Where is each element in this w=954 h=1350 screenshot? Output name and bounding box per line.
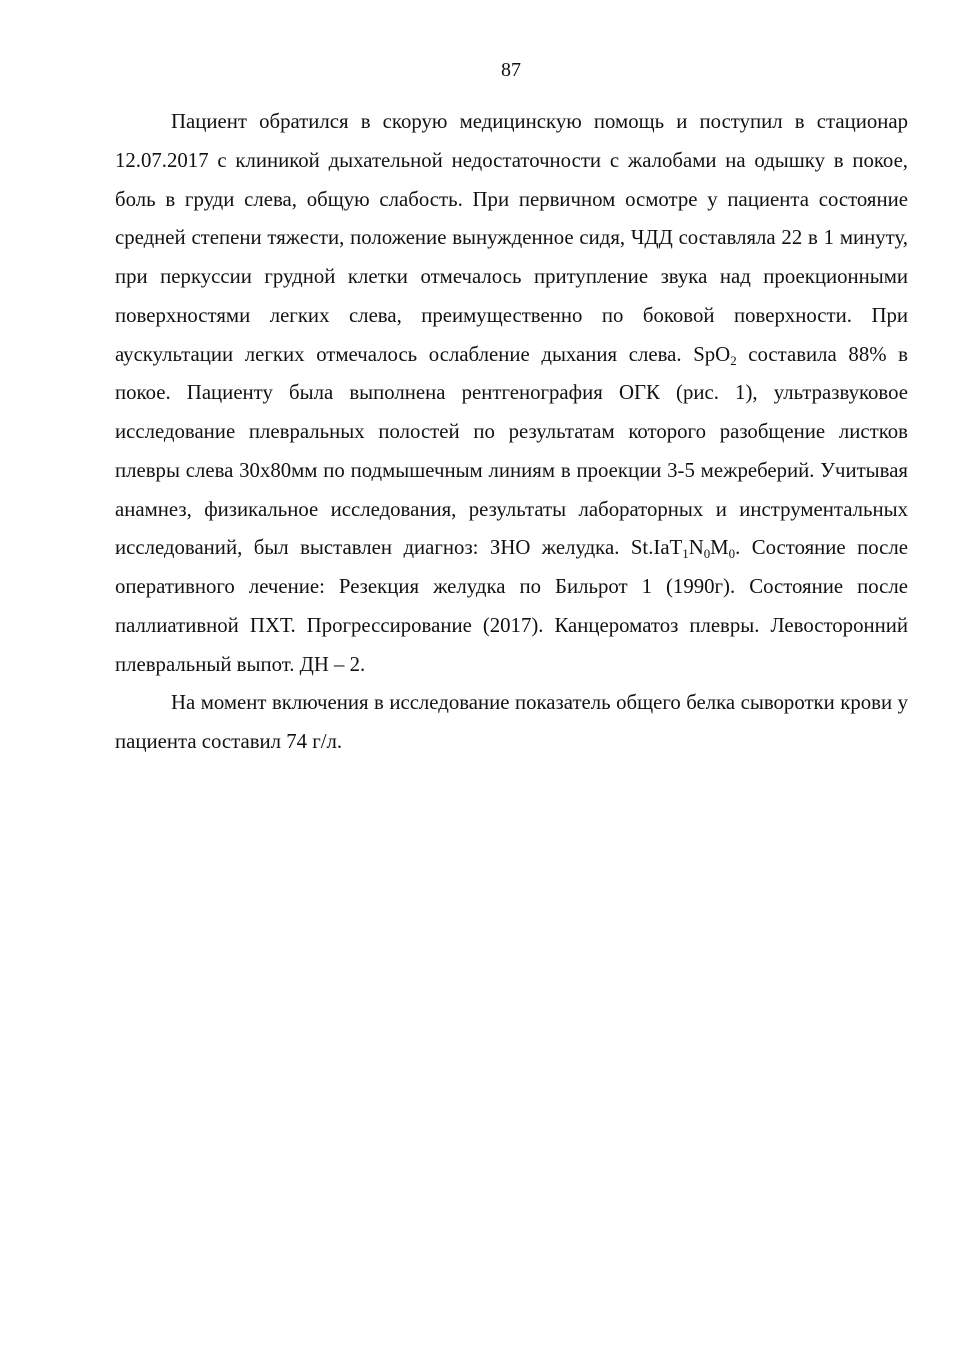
tnm-stage: St.IaT xyxy=(630,536,683,560)
text-run: . Состояние после оперативного лечение: Резекция желудка по Бильрот 1 (1990г). Состояние после паллиативной ПХТ. Прогрессирование (2017). Канцероматоз плевры. Левосторонний плевральный выпот. ДН – 2. xyxy=(115,536,908,676)
tnm-n: N xyxy=(688,536,704,560)
spo2-label: SpO xyxy=(693,342,731,366)
text-run: составила 88% в покое. Пациенту была выполнена рентгенография ОГК (рис. 1), ультразвуковое исследование плевральных полостей по результатам которого разобщение листков плевры слева 30х80мм по подмышечным линиям в проекции 3-5 межреберий. Учитывая анамнез, физикальное исследования, результаты лабораторных и инструментальных исследований, был выставлен диагноз: ЗНО желудка. xyxy=(115,342,909,560)
tnm-m: M xyxy=(710,536,729,560)
body-text xyxy=(115,103,908,762)
tnm-n-subscript: 0 xyxy=(703,547,711,562)
paragraph-protein-level: На момент включения в исследование показатель общего белка сыворотки крови у пациента составил 74 г/л. xyxy=(115,691,908,753)
paragraph-case-description xyxy=(115,103,908,684)
tnm-t-subscript: 1 xyxy=(682,547,689,562)
text-run: Пациент обратился в скорую медицинскую помощь и поступил в стационар 12.07.2017 с клиникой дыхательной недостаточности с жалобами на одышку в покое, боль в груди слева, общую слабость. При первичном осмотре у пациента состояние средней степени тяжести, положение вынужденное сидя, ЧДД составляла 22 в 1 минуту, при перкуссии грудной клетки отмечалось притупление звука над проекционными поверхностями легких слева, преимущественно по боковой поверхности. При аускультации легких отмечалось ослабление дыхания слева. xyxy=(115,110,908,366)
page-number: 87 xyxy=(501,59,521,81)
spo2-subscript: 2 xyxy=(730,353,737,368)
tnm-m-subscript: 0 xyxy=(728,547,736,562)
